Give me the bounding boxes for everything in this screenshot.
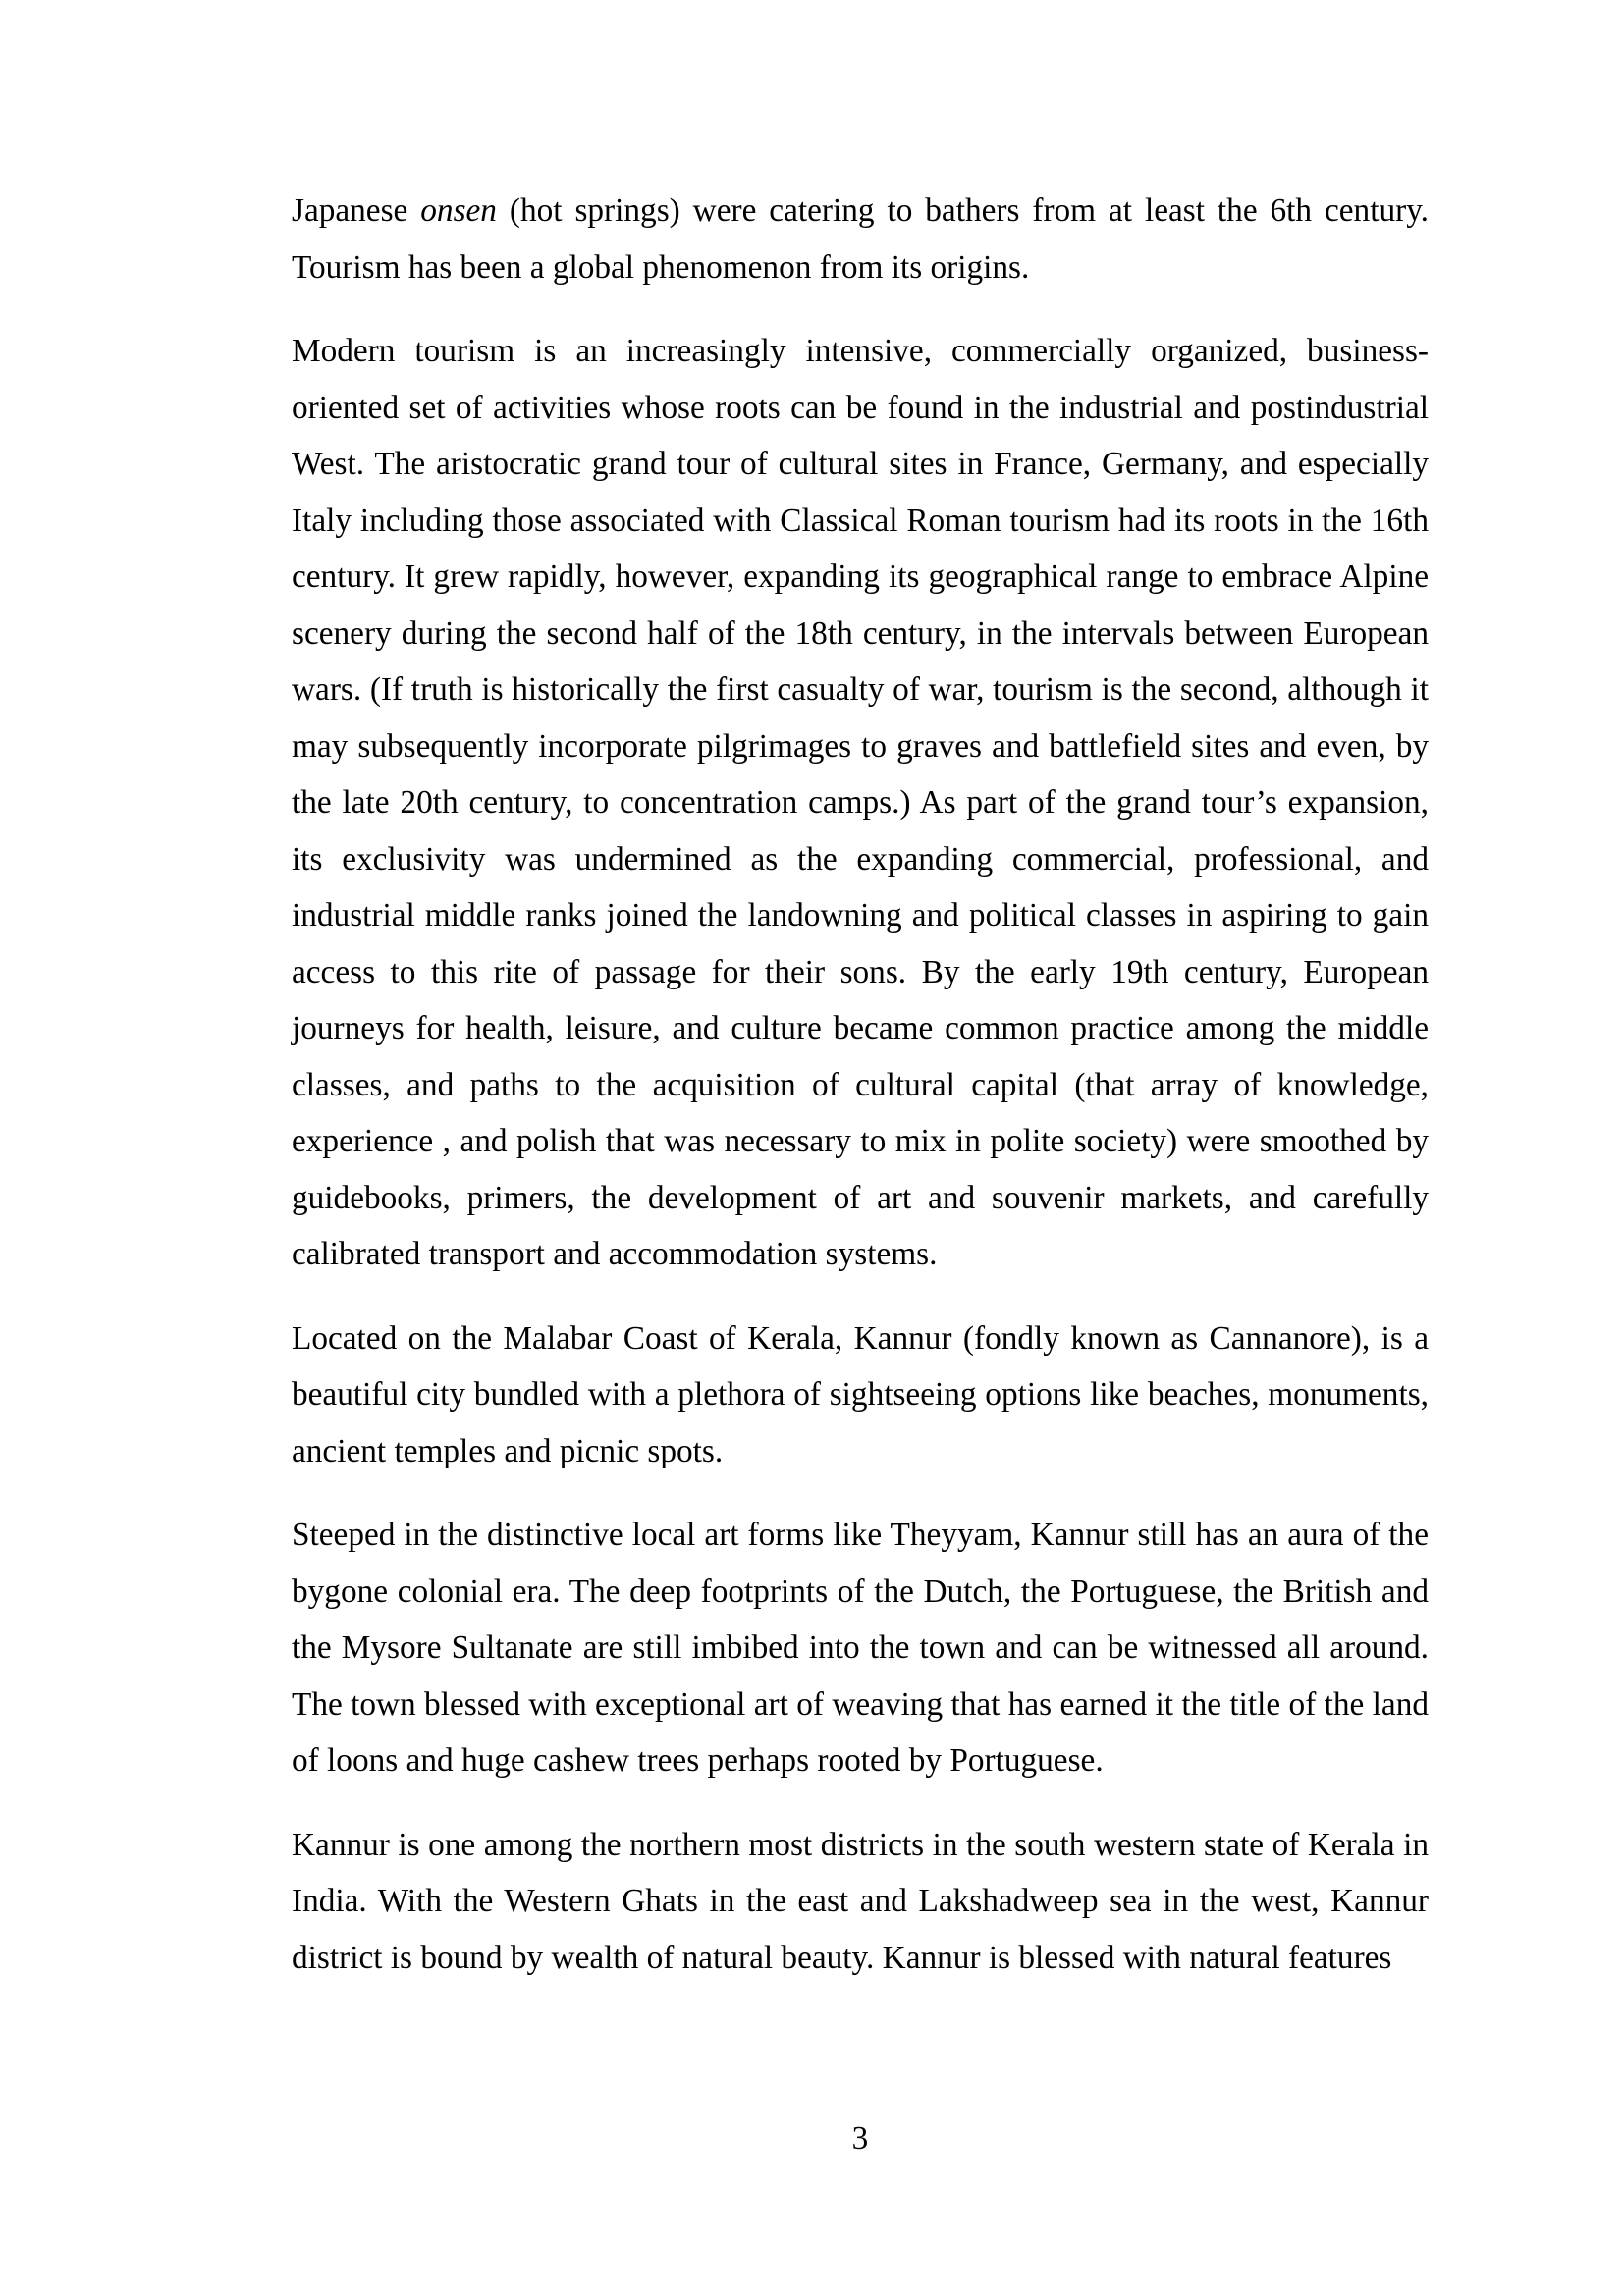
text-run: (hot springs) were catering to bathers from at least the 6th century. Tourism has been a global phenomenon from its origins. [292,192,1430,286]
italic-text-run: onsen [420,192,497,229]
text-run: Kannur is one among the northern most districts in the south western state of Kerala in India. With the Western Ghats in the east and Lakshadweep sea in the west, Kannur district is bound by wealth of natural beauty. Kannur is blessed with natural features [292,1826,1429,1976]
page-body [292,183,1429,2013]
text-run: Modern tourism is an increasingly intensive, commercially organized, business-oriented set of activities whose roots can be found in the industrial and postindustrial West. The aristocratic grand tour of cultural sites in France, Germany, and especially Italy including those associated with Classical Roman tourism had its roots in the 16th century. It grew rapidly, however, expanding its geographical range to embrace Alpine scenery during the second half of the 18th century, in the intervals between European wars. (If truth is historically the first casualty of war, tourism is the second, although it may subsequently incorporate pilgrimages to graves and battlefield sites and even, by the late 20th century, to concentration camps.) As part of the grand tour’s expansion, its exclusivity was undermined as the expanding commercial, professional, and industrial middle ranks joined the landowning and political classes in aspiring to gain access to this rite of passage for their sons. By the early 19th century, European journeys for health, leisure, and culture became common practice among the middle classes, and paths to the acquisition of cultural capital (that array of knowledge, experience , and polish that was necessary to mix in polite society) were smoothed by guidebooks, primers, the development of art and souvenir markets, and carefully calibrated transport and accommodation systems. [292,333,1429,1272]
paragraph [292,323,1429,1283]
paragraph [292,183,1429,295]
paragraph [292,1507,1429,1789]
paragraph [292,1310,1429,1480]
text-run: Located on the Malabar Coast of Kerala, Kannur (fondly known as Cannanore), is a beautiful city bundled with a plethora of sightseeing options like beaches, monuments, ancient temples and picnic spots. [292,1319,1429,1469]
page-number: 3 [851,2120,869,2157]
paragraph [292,1817,1429,1987]
text-run: Japanese [292,192,421,229]
text-run: Steeped in the distinctive local art forms like Theyyam, Kannur still has an aura of the bygone colonial era. The deep footprints of the Dutch, the Portuguese, the British and the Mysore Sultanate are still imbibed into the town and can be witnessed all around. The town blessed with exceptional art of weaving that has earned it the title of the land of loons and huge cashew trees perhaps rooted by Portuguese. [292,1517,1429,1779]
